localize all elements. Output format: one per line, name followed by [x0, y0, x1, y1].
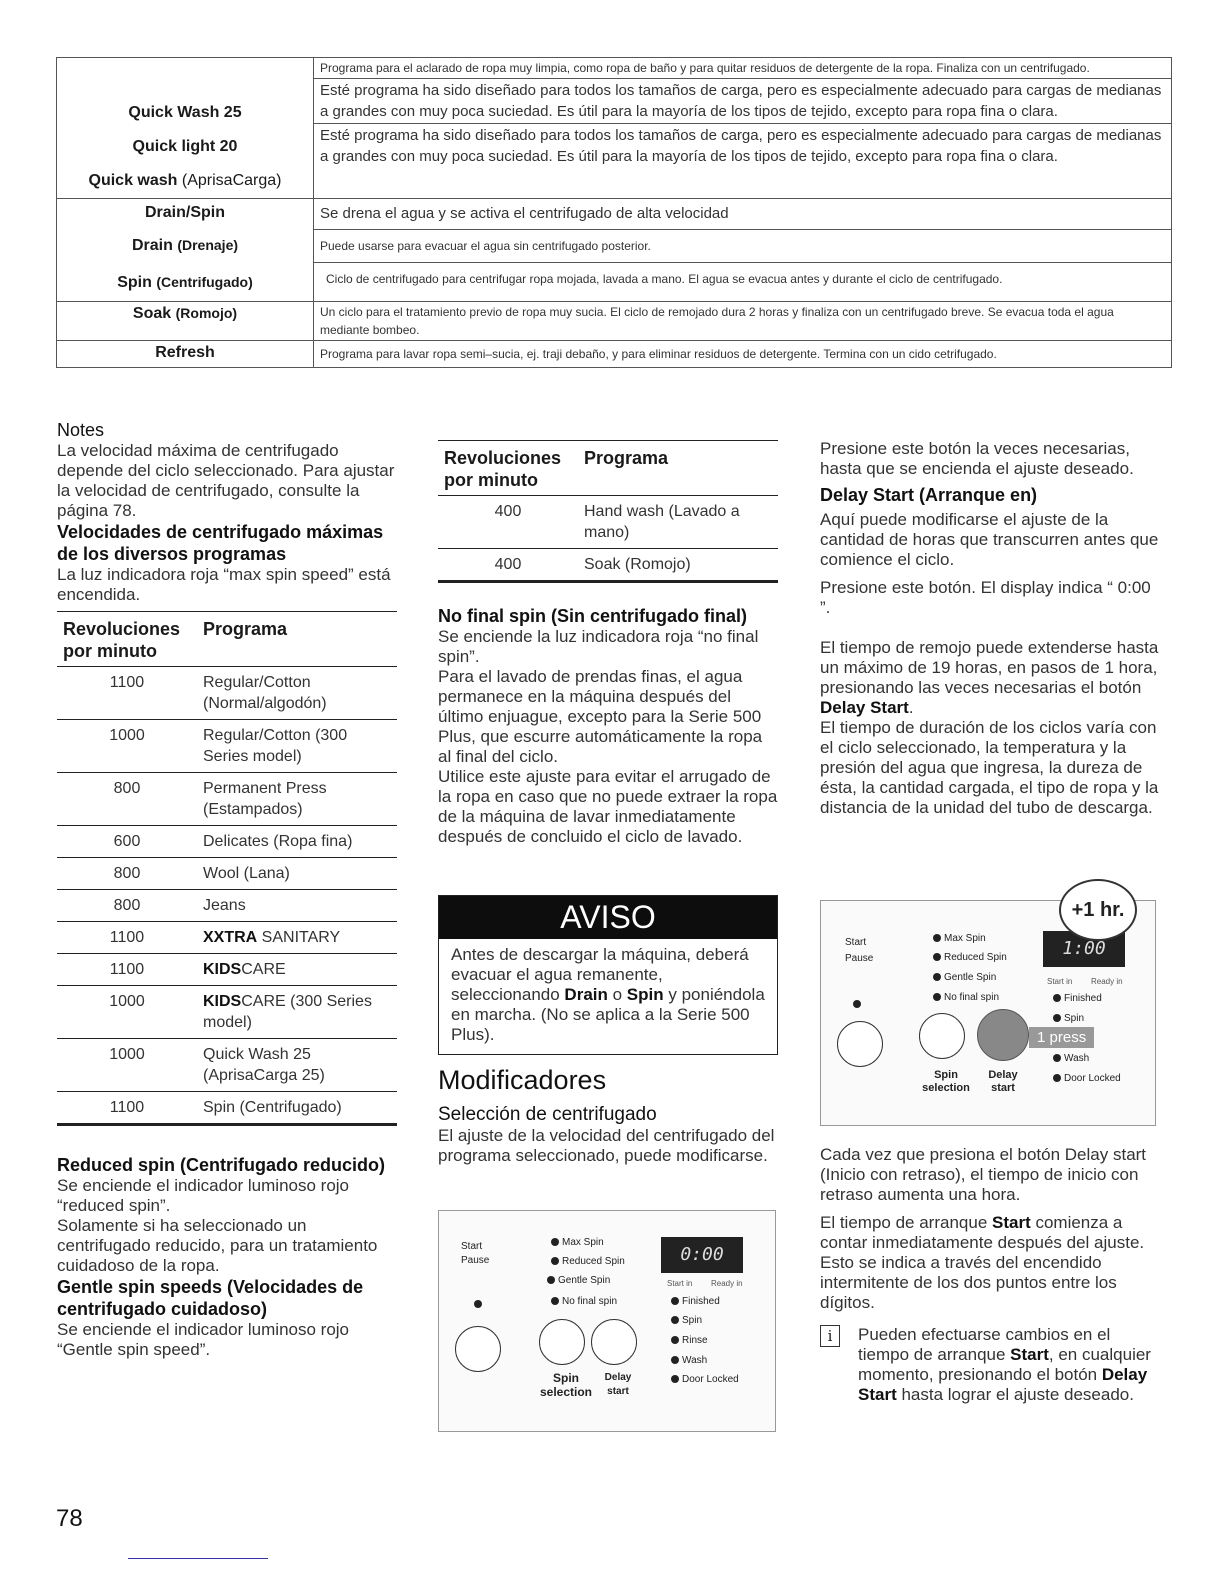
start-in-label-2: Start in [1047, 977, 1073, 986]
drain-sub: (Drenaje) [177, 237, 239, 253]
warning-text: Antes de descargar la máquina, deberá evacuar el agua remanente, seleccionando Drain o Spin y poniéndola en marcha. (No se aplica a la Serie 500 Plus). [451, 945, 765, 1044]
rpm-cell: 1000 [57, 986, 197, 1039]
gentle-spin-title: Gentle spin speeds (Velocidades de centrifugado cuidadoso) [57, 1277, 364, 1319]
rpm-cell: 1100 [57, 922, 197, 954]
spin-indicator-2: Spin [1053, 1013, 1084, 1024]
program-cell: Regular/Cotton (Normal/algodón) [197, 667, 397, 720]
soak-label: Soak [132, 305, 172, 322]
finished-indicator-2: Finished [1053, 993, 1102, 1004]
spin-sub: (Centrifugado) [156, 274, 253, 290]
program-cell: Spin (Centrifugado) [197, 1092, 397, 1125]
no-final-spin-text1: Se enciende la luz indicadora roja “no final spin”. [438, 627, 759, 666]
spin-label: Spin [117, 274, 152, 291]
rpm-cell: 1100 [57, 667, 197, 720]
max-speeds-title: Velocidades de centrifugado máximas de los diversos programas [57, 522, 384, 564]
modifiers-title: Modificadores [438, 1065, 607, 1095]
max-spin-indicator-2: Max Spin [933, 933, 986, 944]
spin-selection-knob-2[interactable] [919, 1013, 965, 1059]
soak-time-text: El tiempo de remojo puede extenderse hasta un máximo de 19 horas, en pasos de 1 hora, presionando las veces necesarias el botón Delay Start. [820, 638, 1159, 717]
low-speeds-table [438, 440, 778, 583]
spin-selection-title: Selección de centrifugado [438, 1104, 657, 1125]
speed-row [57, 667, 397, 720]
speed-row [57, 858, 397, 890]
control-panel-delay [820, 900, 1156, 1126]
spin-desc: Ciclo de centrifugado para centrifugar ropa mojada, lavada a mano. El agua se evacua antes y durante el ciclo de centrifugado. [326, 272, 1003, 286]
pause-label-2: Pause [845, 953, 874, 964]
speed-row [57, 890, 397, 922]
start-pause-knob-2[interactable] [837, 1021, 883, 1067]
drain-desc: Puede usarse para evacuar el agua sin centrifugado posterior. [314, 230, 1171, 263]
program-cell: Permanent Press (Estampados) [197, 773, 397, 826]
middle-column [438, 440, 778, 847]
max-speeds-table [57, 611, 397, 1126]
door-locked-indicator: Door Locked [671, 1374, 739, 1385]
control-panel-spin [438, 1210, 776, 1432]
delay-start-title: Delay Start (Arranque en) [820, 485, 1038, 505]
delay-start-label: Delay start [604, 1372, 632, 1397]
drain-spin-desc: Se drena el agua y se activa el centrifugado de alta velocidad [314, 199, 1171, 230]
drain-label: Drain [131, 237, 173, 254]
rpm-cell: 800 [57, 890, 197, 922]
delay-increase-text: Cada vez que presiona el botón Delay start (Inicio con retraso), el tiempo de inicio con retraso aumenta una hora. [820, 1145, 1147, 1204]
refresh-label: Refresh [155, 344, 215, 361]
rpm-cell: 1100 [57, 954, 197, 986]
program-cell: Regular/Cotton (300 Series model) [197, 720, 397, 773]
no-final-spin-text3: Utilice este ajuste para evitar el arrugado de la ropa en caso que no puede extraer la ropa de la máquina de lavar inmediatamente después de concluido el ciclo de lavado. [438, 767, 778, 846]
no-final-spin-title: No final spin (Sin centrifugado final) [438, 606, 747, 626]
info-note-text: Pueden efectuarse cambios en el tiempo de arranque Start, en cualquier momento, presionando el botón Delay Start hasta lograr el ajuste deseado. [858, 1325, 1151, 1404]
display-text: Presione este botón. El display indica “ 0:00 ”. [820, 578, 1151, 617]
notes-title: Notes [57, 420, 105, 440]
gentle-spin-indicator-2: Gentle Spin [933, 972, 996, 983]
rpm-cell: 1000 [57, 720, 197, 773]
rpm-cell: 400 [438, 549, 578, 582]
quickwash25-desc: Esté programa ha sido diseñado para todos los tamaños de carga, pero es especialmente adecuado para cargas de medianas a grandes con muy poca suciedad. Es útil para la mayoría de los tipos de tejido, excepto para ropa fina o clara. [314, 79, 1171, 124]
start-label: Start [461, 1241, 483, 1252]
time-display: 0:00 [661, 1237, 743, 1273]
wash-indicator-2: Wash [1053, 1053, 1089, 1064]
program-cell: Wool (Lana) [197, 858, 397, 890]
gentle-spin-indicator: Gentle Spin [547, 1275, 610, 1286]
spin-indicator: Spin [671, 1315, 702, 1326]
rpm-cell: 400 [438, 496, 578, 549]
ready-in-label: Ready in [711, 1279, 743, 1288]
start-led [474, 1299, 485, 1310]
reduced-spin-title: Reduced spin (Centrifugado reducido) [57, 1155, 386, 1175]
reduced-spin-indicator-2: Reduced Spin [933, 952, 1007, 963]
drain-programs-names [57, 199, 314, 302]
program-header: Programa [197, 612, 397, 667]
spin-selection-knob[interactable] [539, 1319, 585, 1365]
program-cell: Jeans [197, 890, 397, 922]
start-pause-knob[interactable] [455, 1326, 501, 1372]
start-count-text: El tiempo de arranque Start comienza a contar inmediatamente después del ajuste. Esto se indica a través del encendido intermitente de los dos puntos entre los dígitos. [820, 1213, 1145, 1312]
refresh-name [57, 341, 314, 368]
max-spin-indicator: Max Spin [551, 1237, 604, 1248]
soak-name [57, 302, 314, 341]
refresh-desc: Programa para lavar ropa semi–sucia, ej. traji debaño, y para eliminar residuos de detergente. Termina con un cido cetrifugado. [314, 341, 1172, 368]
no-final-spin-indicator: No final spin [551, 1296, 617, 1307]
speed-row [57, 773, 397, 826]
no-final-spin-indicator-2: No final spin [933, 992, 999, 1003]
prerinse-desc: Programa para el aclarado de ropa muy limpia, como ropa de baño y para quitar residuos de detergente de la ropa. Finaliza con un centrifugado. [314, 58, 1171, 79]
no-final-spin-text2: Para el lavado de prendas finas, el agua permanece en la máquina después del último enjuague, excepto para la Serie 500 Plus, que escurre automáticamente la ropa al final del ciclo. [438, 667, 763, 766]
wash-indicator: Wash [671, 1355, 707, 1366]
rpm-header: Revoluciones por minuto [57, 612, 197, 667]
pause-label: Pause [461, 1255, 490, 1266]
right-column-lower [820, 1145, 1160, 1405]
delay-start-label-2: Delay start [988, 1069, 1018, 1094]
drain-spin-label: Drain/Spin [144, 204, 225, 221]
gentle-spin-text: Se enciende el indicador luminoso rojo “Gentle spin speed”. [57, 1320, 350, 1359]
start-in-label: Start in [667, 1279, 693, 1288]
program-cell: KIDSCARE [197, 954, 397, 986]
program-header-2: Programa [578, 441, 778, 496]
notes-text: La velocidad máxima de centrifugado depende del ciclo seleccionado. Para ajustar la velocidad de centrifugado, consulte la página 78. [57, 441, 395, 520]
quickwash-desc: Esté programa ha sido diseñado para todos los tamaños de carga, pero es especialmente adecuado para cargas de medianas a grandes con muy poca suciedad. Es útil para la mayoría de los tipos de tejido, excepto para ropa fina o clara. [320, 127, 1162, 165]
program-cell: XXTRA SANITARY [197, 922, 397, 954]
ready-in-label-2: Ready in [1091, 977, 1123, 986]
rpm-cell: 1000 [57, 1039, 197, 1092]
plus-one-hour-badge: +1 hr. [1059, 879, 1137, 941]
press-badge: 1 press [1029, 1027, 1094, 1048]
program-cell: Soak (Romojo) [578, 549, 778, 582]
speed-row [57, 922, 397, 954]
spin-selection-label: Spin selection [539, 1371, 593, 1399]
program-cell: Quick Wash 25 (AprisaCarga 25) [197, 1039, 397, 1092]
program-cell: Delicates (Ropa fina) [197, 826, 397, 858]
reduced-spin-text1: Se enciende el indicador luminoso rojo “reduced spin”. [57, 1176, 350, 1215]
program-cell: Hand wash (Lavado a mano) [578, 496, 778, 549]
warning-box [438, 895, 778, 1055]
cycle-duration-text: El tiempo de duración de los ciclos varía con el ciclo seleccionado, la temperatura y la presión del agua que ingresa, la dureza de ésta, la cantidad cargada, el tipo de ropa y la distancia de la unidad del tubo de descarga. [820, 718, 1159, 817]
start-led-2 [853, 999, 864, 1010]
warning-title: AVISO [439, 896, 777, 939]
speed-row [57, 1039, 397, 1092]
speed-row [438, 549, 778, 582]
program-cell: KIDSCARE (300 Series model) [197, 986, 397, 1039]
time-display-2: 1:00 [1043, 931, 1125, 967]
rpm-cell: 1100 [57, 1092, 197, 1125]
door-locked-indicator-2: Door Locked [1053, 1073, 1121, 1084]
delay-start-knob[interactable] [591, 1319, 637, 1365]
speed-row [57, 1092, 397, 1125]
page-number: 78 [56, 1505, 83, 1532]
speed-row [438, 496, 778, 549]
spin-selection-label-2: Spin selection [922, 1069, 970, 1094]
delay-start-knob-2[interactable] [977, 1009, 1029, 1061]
speed-row [57, 954, 397, 986]
delay-start-text: Aquí puede modificarse el ajuste de la cantidad de horas que transcurren antes que comience el ciclo. [820, 510, 1159, 569]
rpm-cell: 600 [57, 826, 197, 858]
footer-rule [128, 1558, 268, 1559]
soak-desc: Un ciclo para el tratamiento previo de ropa muy sucia. El ciclo de remojado dura 2 horas y finaliza con un centrifugado breve. Se evacua toda el agua mediante bombeo. [314, 302, 1172, 341]
rpm-cell: 800 [57, 773, 197, 826]
speed-row [57, 986, 397, 1039]
speed-row [57, 826, 397, 858]
reduced-spin-text2: Solamente si ha seleccionado un centrifugado reducido, para un tratamiento cuidadoso de la ropa. [57, 1216, 378, 1275]
info-icon: i [820, 1325, 840, 1347]
right-column [820, 439, 1160, 818]
reduced-spin-indicator: Reduced Spin [551, 1256, 625, 1267]
soak-sub: (Romojo) [175, 305, 238, 321]
max-speeds-text: La luz indicadora roja “max spin speed” está encendida. [57, 565, 391, 604]
quick-programs-names: Quick Wash 25 Quick light 20 Quick wash (AprisaCarga) [57, 58, 314, 199]
finished-indicator: Finished [671, 1296, 720, 1307]
rpm-header-2: Revoluciones por minuto [438, 441, 578, 496]
rinse-indicator: Rinse [671, 1335, 708, 1346]
modifiers-section [438, 1064, 778, 1166]
spin-selection-text: El ajuste de la velocidad del centrifugado del programa seleccionado, puede modificarse. [438, 1126, 775, 1165]
speed-row [57, 720, 397, 773]
start-label-2: Start [845, 937, 867, 948]
left-column [57, 419, 397, 1360]
program-table [56, 57, 1172, 368]
rpm-cell: 800 [57, 858, 197, 890]
press-text: Presione este botón la veces necesarias, hasta que se encienda el ajuste deseado. [820, 439, 1134, 478]
